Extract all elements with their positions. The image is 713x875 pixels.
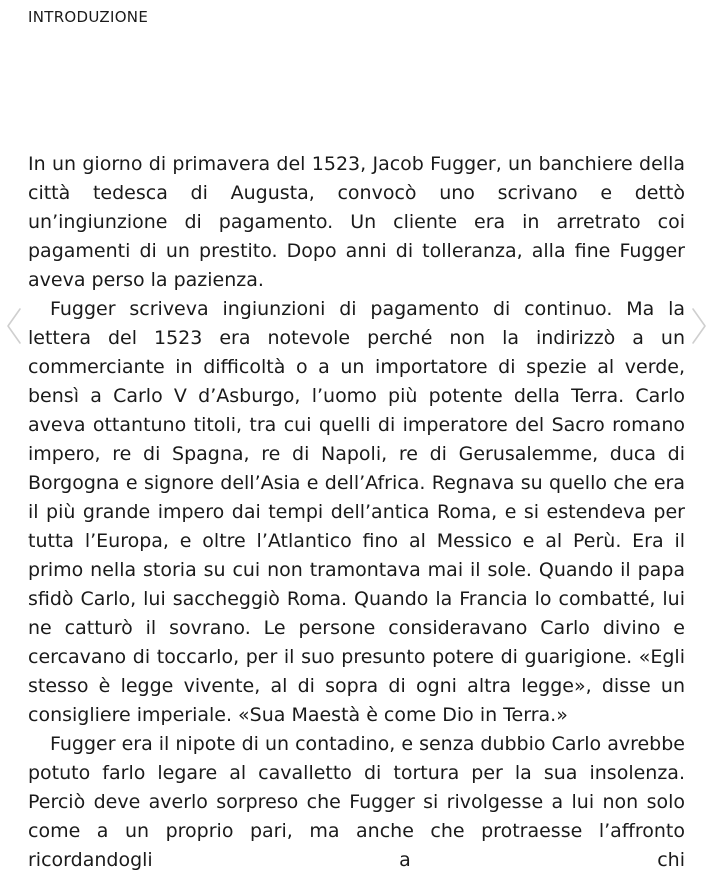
book-text-column: [28, 150, 685, 875]
book-paragraph: Fugger era il nipote di un contadino, e senza dubbio Carlo avrebbe potuto farlo legare al cavalletto di tortura per la sua insolenza. Perciò deve averlo sorpreso che Fugger si rivolgesse a lui non solo come a un proprio pari, ma anche che protraesse l’affronto ricordandogli a chi: [28, 733, 685, 871]
chapter-heading: INTRODUZIONE: [28, 8, 149, 26]
book-paragraph: Fugger scriveva ingiunzioni di pagamento di continuo. Ma la lettera del 1523 era notevole perché non la indirizzò a un commerciante in difficoltà o a un importatore di spezie al verde, bensì a Carlo V d’Asburgo, l’uomo più potente della Terra. Carlo aveva ottantuno titoli, tra cui quelli di imperatore del Sacro romano impero, re di Spagna, re di Napoli, re di Gerusalemme, duca di Borgogna e signore dell’Asia e dell’Africa. Regnava su quello che era il più grande impero dai tempi dell’antica Roma, e si estendeva per tutta l’Europa, e oltre l’Atlantico fino al Messico e al Perù. Era il primo nella storia su cui non tramontava mai il sole. Quando il papa sfidò Carlo, lui saccheggiò Roma. Quando la Francia lo combatté, lui ne catturò il sovrano. Le persone consideravano Carlo divino e cercavano di toccarlo, per il suo presunto potere di guarigione. «Egli stesso è legge vivente, al di sopra di ogni altra legge», disse un consigliere imperiale. «Sua Maestà è come Dio in Terra.»: [28, 298, 685, 726]
next-page-button[interactable]: [687, 305, 709, 347]
book-paragraph: In un giorno di primavera del 1523, Jacob Fugger, un banchiere della città tedesca di Augusta, convocò uno scrivano e dettò un’ingiunzione di pagamento. Un cliente era in arretrato coi pagamenti di un prestito. Dopo anni di tolleranza, alla fine Fugger aveva perso la pazienza.: [28, 153, 685, 291]
chevron-right-icon: [687, 305, 709, 347]
chevron-left-icon: [4, 305, 26, 347]
previous-page-button[interactable]: [4, 305, 26, 347]
